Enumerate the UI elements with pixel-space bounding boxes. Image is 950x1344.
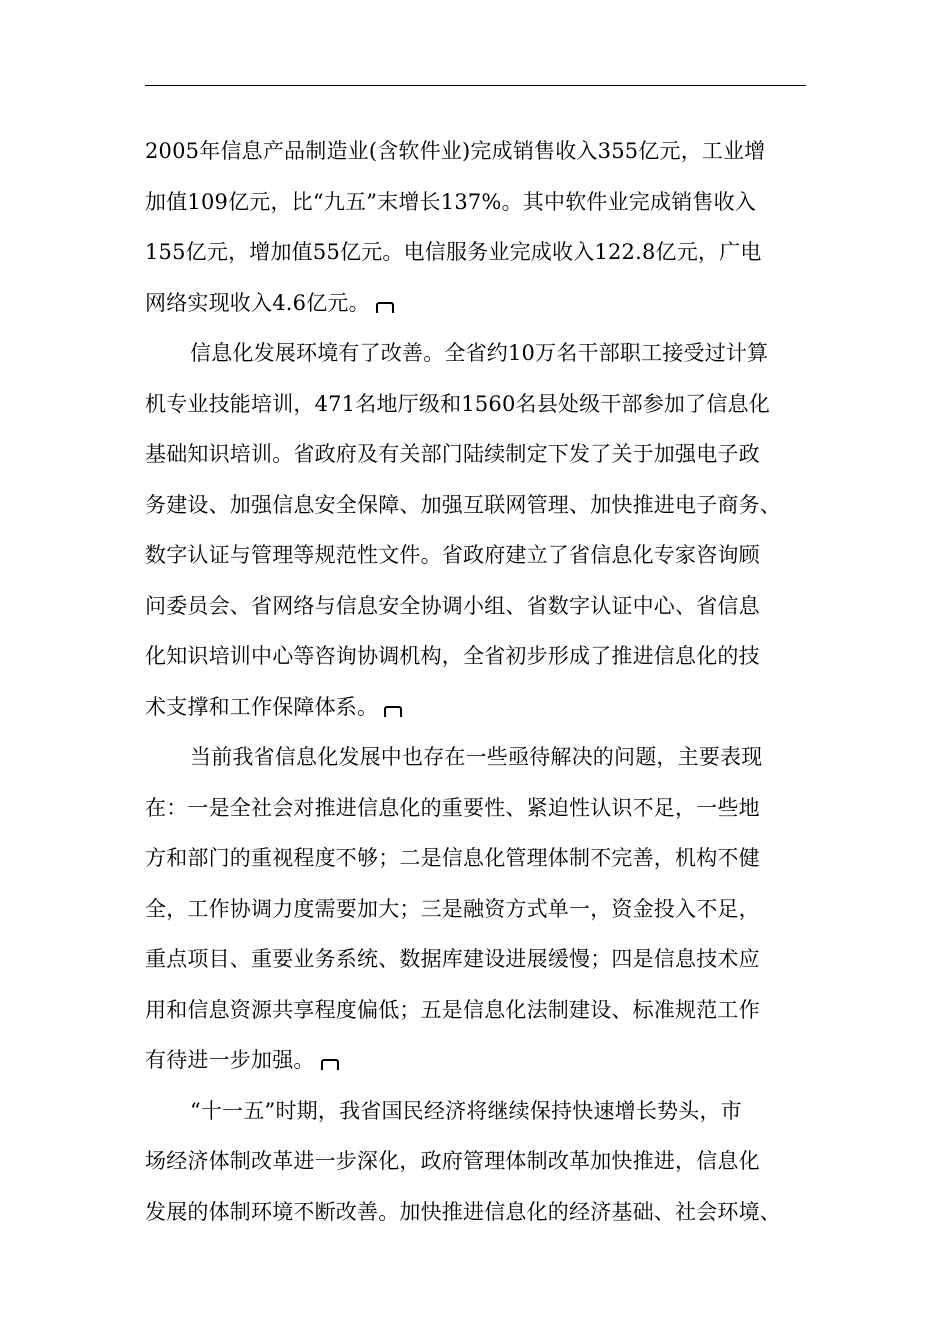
text-line: 当前我省信息化发展中也存在一些亟待解决的问题，主要表现 (190, 745, 763, 769)
paragraph (145, 126, 806, 328)
header-rule (145, 85, 806, 86)
document-body (145, 126, 806, 1237)
text-line: 问委员会、省网络与信息安全协调小组、省数字认证中心、省信息 (145, 593, 760, 618)
text-line-last (145, 682, 806, 733)
text-line: 方和部门的重视程度不够；二是信息化管理体制不完善，机构不健 (145, 846, 760, 870)
text-line: 重点项目、重要业务系统、数据库建设进展缓慢；四是信息技术应 (145, 947, 760, 971)
text-line-last (145, 1035, 806, 1086)
text-line-content: 术支撑和工作保障体系。 (145, 694, 379, 719)
text-line-content: 网络实现收入4.6亿元。 (145, 290, 370, 315)
paragraph-mark-icon (374, 298, 396, 312)
text-line: 机专业技能培训，471名地厅级和1560名县处级干部参加了信息化 (145, 391, 770, 416)
text-line: 在：一是全社会对推进信息化的重要性、紧迫性认识不足，一些地 (145, 795, 760, 820)
text-line: 全，工作协调力度需要加大；三是融资方式单一，资金投入不足， (145, 896, 760, 921)
text-line: 2005年信息产品制造业(含软件业)完成销售收入355亿元，工业增 (145, 139, 766, 163)
paragraph (145, 328, 806, 732)
text-line: 发展的体制环境不断改善。加快推进信息化的经济基础、社会环境、 (145, 1199, 781, 1224)
text-line: 化知识培训中心等咨询协调机构，全省初步形成了推进信息化的技 (145, 644, 760, 668)
text-line: 信息化发展环境有了改善。全省约10万名干部职工接受过计算 (190, 341, 769, 365)
text-line: 155亿元，增加值55亿元。电信服务业完成收入122.8亿元，广电 (145, 240, 762, 264)
text-line: 务建设、加强信息安全保障、加强互联网管理、加快推进电子商务、 (145, 492, 781, 517)
paragraph (145, 1086, 806, 1238)
text-line-last (145, 278, 806, 329)
text-line: 场经济体制改革进一步深化，政府管理体制改革加快推进，信息化 (145, 1149, 760, 1173)
text-line: 数字认证与管理等规范性文件。省政府建立了省信息化专家咨询顾 (145, 543, 760, 567)
paragraph-mark-icon (382, 702, 404, 716)
text-line: 加值109亿元，比“九五”末增长137%。其中软件业完成销售收入 (145, 189, 756, 214)
text-line-content: 有待进一步加强。 (145, 1048, 315, 1072)
text-line: 用和信息资源共享程度偏低；五是信息化法制建设、标准规范工作 (145, 997, 760, 1022)
paragraph (145, 732, 806, 1086)
text-line: 基础知识培训。省政府及有关部门陆续制定下发了关于加强电子政 (145, 442, 760, 466)
text-line: “十一五”时期，我省国民经济将继续保持快速增长势头，市 (190, 1098, 742, 1123)
paragraph-mark-icon (319, 1055, 341, 1069)
